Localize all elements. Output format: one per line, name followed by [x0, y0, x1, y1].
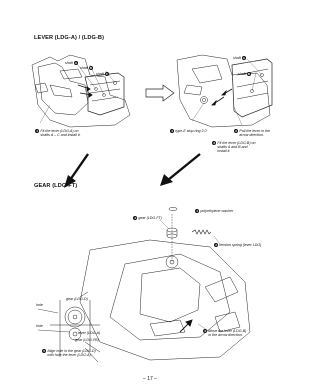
gear-step-2-instruction: 2 tension spring (lever LDG): [215, 243, 262, 248]
lever-step-4-instruction: 4 type-E stop ring 2.0: [171, 129, 207, 134]
lever-step-2-instruction: 2 Pull the lever in the arrow direction.: [235, 129, 270, 138]
lever-step-3-instruction: 3 Fit the lever (LDG-B) on shafts A and B and install it.: [213, 141, 256, 154]
gear-step-3-instruction: 3 Move the lever (LDG-B) in the arrow direction.: [204, 329, 247, 338]
lever-ldg-a-label: lever (LDG-A): [78, 331, 101, 335]
lever-step-1-instruction: 1 Fit the lever (LDG-A) on shafts A – C and install it.: [36, 129, 81, 138]
shaft-b-callout-right: shaft B: [238, 72, 250, 77]
shaft-c-callout-left: shaft C: [96, 72, 108, 77]
gear-step-4-instruction: 4 gear (LDG-FT): [134, 216, 162, 221]
shaft-b-callout-left: shaft B: [80, 66, 92, 71]
lever-ldg-a-illustration: [30, 45, 140, 130]
lever-section-title: LEVER (LDG-A) / (LDG-B): [34, 35, 105, 41]
page-number: – 17 –: [143, 376, 157, 382]
gear-ldg-fb-label: gear (LDG-FB): [75, 338, 99, 342]
shaft-a-callout-left: shaft A: [65, 61, 77, 66]
gear-ldg-d-label: gear (LDG-D): [66, 297, 88, 301]
hole-label-bottom: hole: [36, 324, 43, 328]
gear-section-title: GEAR (LDG-FT): [34, 183, 78, 189]
lever-ldg-b-illustration: [172, 45, 282, 130]
gear-step-5-instruction: 5 Align hole in the gear (LDG-D) with hole the lever (LDG-A).: [43, 349, 96, 358]
shaft-a-callout-right: shaft A: [233, 56, 245, 61]
gear-step-1-instruction: 1 polyethylene washer: [196, 209, 234, 214]
step-flow-arrows-down: [60, 150, 210, 190]
hole-label-top: hole: [36, 303, 43, 307]
step-flow-arrow-right: [145, 84, 175, 102]
